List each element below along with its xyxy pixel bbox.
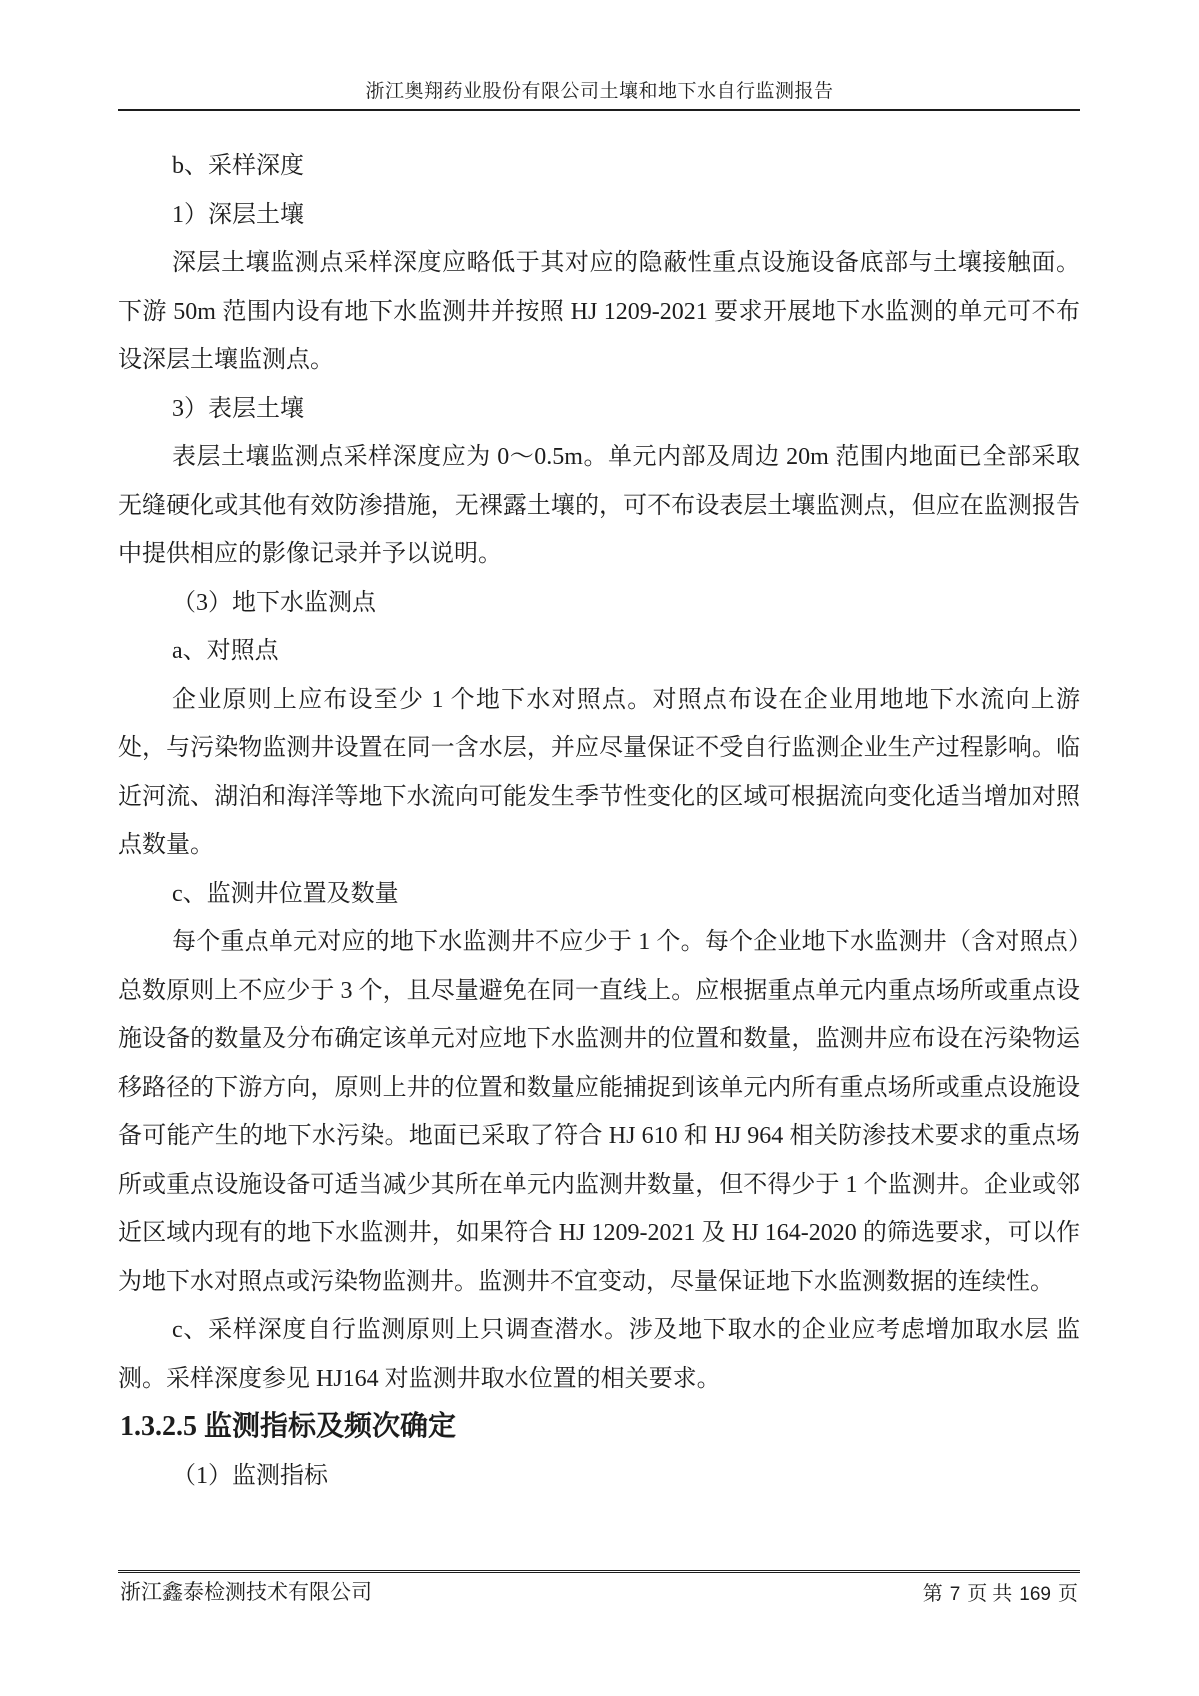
doc-paragraph: 表层土壤监测点采样深度应为 0～0.5m。单元内部及周边 20m 范围内地面已全部采取无缝硬化或其他有效防渗措施，无裸露土壤的，可不布设表层土壤监测点，但应在监测报告中提供相应的影像记录并予以说明。 — [118, 444, 1080, 567]
section-heading: 1.3.2.5 监测指标及频次确定 — [120, 1411, 457, 1442]
header-divider-line — [118, 109, 1080, 111]
footer-company-name: 浙江鑫泰检测技术有限公司 — [120, 1580, 372, 1604]
page-word-first: 第 — [922, 1583, 943, 1605]
footer-divider-line — [118, 1570, 1080, 1573]
doc-label: b、采样深度 — [172, 153, 304, 179]
page-number-total: 169 — [1019, 1584, 1051, 1605]
doc-label: 3）表层土壤 — [172, 395, 304, 422]
page-number-current: 7 — [949, 1584, 961, 1605]
doc-paragraph: c、采样深度自行监测原则上只调查潜水。涉及地下取水的企业应考虑增加取水层 监测。采样深度参见 HJ164 对监测井取水位置的相关要求。 — [118, 1317, 1080, 1392]
doc-paragraph: 企业原则上应布设至少 1 个地下水对照点。对照点布设在企业用地地下水流向上游处，与污染物监测井设置在同一含水层，并应尽量保证不受自行监测企业生产过程影响。临近河流、湖泊和海洋等地下水流向可能发生季节性变化的区域可根据流向变化适当增加对照点数量。 — [118, 686, 1080, 858]
page-word-mid: 页 共 — [967, 1583, 1013, 1605]
doc-label: 1）深层土壤 — [172, 201, 304, 228]
doc-label: （3）地下水监测点 — [172, 589, 376, 616]
footer-page-indicator — [921, 1577, 1080, 1606]
doc-paragraph: 深层土壤监测点采样深度应略低于其对应的隐蔽性重点设施设备底部与土壤接触面。下游 50m 范围内设有地下水监测井并按照 HJ 1209-2021 要求开展地下水监测的单元可不布设深层土壤监测点。 — [118, 250, 1080, 373]
doc-label: （1）监测指标 — [172, 1462, 328, 1489]
doc-label: c、监测井位置及数量 — [172, 880, 399, 907]
doc-label: a、对照点 — [172, 638, 279, 664]
doc-paragraph: 每个重点单元对应的地下水监测井不应少于 1 个。每个企业地下水监测井（含对照点）总数原则上不应少于 3 个，且尽量避免在同一直线上。应根据重点单元内重点场所或重点设施设备的数量及分布确定该单元对应地下水监测井的位置和数量，监测井应布设在污染物运移路径的下游方向，原则上井的位置和数量应能捕捉到该单元内所有重点场所或重点设施设备可能产生的地下水污染。地面已采取了符合 HJ 610 和 HJ 964 相关防渗技术要求的重点场所或重点设施设备可适当减少其所在单元内监测井数量，但不得少于 1 个监测井。企业或邻近区域内现有的地下水监测井，如果符合 HJ 1209-2021 及 HJ 164-2020 的筛选要求，可以作为地下水对照点或污染物监测井。监测井不宜变动，尽量保证地下水监测数据的连续性。 — [118, 929, 1080, 1295]
page-header-title: 浙江奥翔药业股份有限公司土壤和地下水自行监测报告 — [365, 81, 834, 102]
page-word-last: 页 — [1058, 1583, 1078, 1605]
document-body — [118, 142, 1080, 1500]
